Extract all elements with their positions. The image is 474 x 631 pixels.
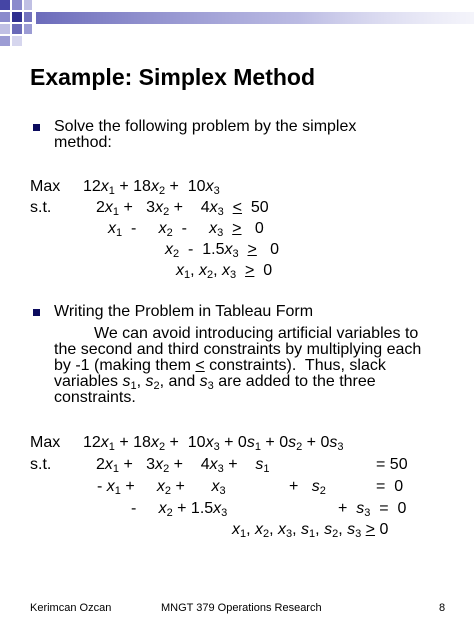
max-label: Max	[30, 178, 61, 195]
slide-title: Example: Simplex Method	[30, 64, 316, 90]
explanation-paragraph: We can avoid introducing artificial variables to the second and third constraints by multiplying each by -1 (making them < constraints). Thus, slack variables $s_1$, $s_2$, and $s_3$ are added to the three constraints.	[54, 325, 422, 406]
header-decoration	[0, 0, 474, 52]
max-label: Max	[30, 434, 61, 451]
st-label: s.t.	[30, 456, 52, 473]
footer-page-number: 8	[439, 602, 446, 614]
st-label: s.t.	[30, 199, 52, 216]
bullet-marker	[33, 309, 40, 316]
footer-author: Kerimcan Ozcan	[30, 602, 112, 614]
bullet-marker	[33, 124, 40, 131]
bullet-text-problem: Solve the following problem by the simplex method:	[54, 118, 357, 151]
bullet-text-tableau: Writing the Problem in Tableau Form	[54, 303, 314, 320]
footer-course: MNGT 379 Operations Research	[161, 602, 322, 614]
